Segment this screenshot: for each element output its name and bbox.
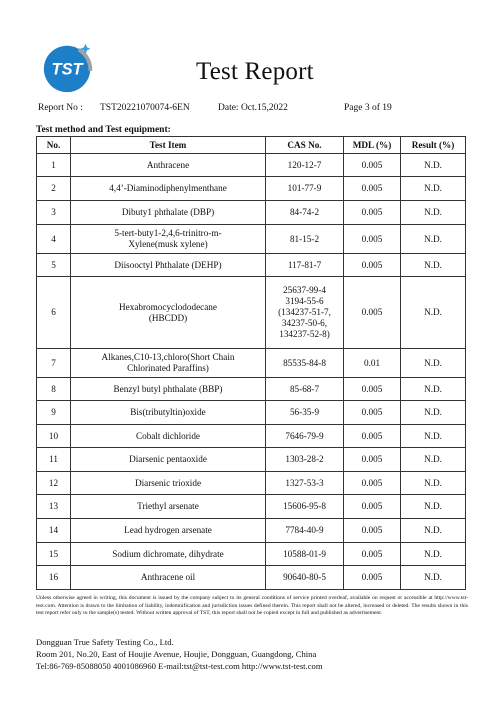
cell-result-text: N.D. (424, 572, 442, 582)
cell-no-text: 1 (51, 159, 56, 170)
cell-cas-no-text: 117-81-7 (287, 259, 322, 270)
cell-test-item (71, 225, 266, 254)
cell-cas-no-text: 81-15-2 (289, 233, 320, 244)
cell-test-item-text: Anthracene oil (140, 572, 196, 582)
cell-result (401, 201, 466, 225)
cell-cas-no (266, 519, 344, 543)
cell-mdl (344, 425, 401, 448)
cell-cas-no-text: 10588-01-9 (283, 548, 326, 559)
cell-mdl-text: 0.005 (361, 383, 383, 394)
cell-no (37, 472, 71, 495)
cell-no-text: 7 (51, 357, 56, 368)
cell-no (37, 566, 71, 590)
report-no-label: Report No : (38, 103, 83, 113)
cell-cas-no (266, 254, 344, 277)
logo-text: TST (51, 60, 83, 79)
cell-mdl (344, 519, 401, 543)
cell-mdl (344, 177, 401, 201)
cell-result (401, 154, 466, 177)
cell-test-item (71, 519, 266, 543)
cell-cas-no (266, 401, 344, 425)
table-row (37, 277, 466, 349)
cell-test-item-text: Hexabromocyclododecane (119, 301, 217, 312)
cell-result (401, 378, 466, 401)
cell-mdl (344, 154, 401, 177)
cell-cas-no (266, 543, 344, 566)
header-result: Result (%) (401, 137, 466, 154)
cell-mdl-text: 0.005 (361, 548, 383, 559)
cell-cas-no-text: 15606-95-8 (283, 501, 326, 511)
cell-result (401, 472, 466, 495)
cell-no-text: 14 (48, 525, 59, 535)
cell-cas-no-text: 7646-79-9 (285, 430, 324, 441)
cell-result (401, 543, 466, 566)
company-info (36, 636, 323, 672)
cell-mdl-text: 0.005 (361, 307, 383, 317)
cell-test-item-text: (HBCDD) (148, 312, 188, 323)
cell-mdl-text: 0.005 (361, 525, 383, 535)
table-row (37, 448, 466, 472)
cell-no (37, 543, 71, 566)
cell-test-item-text: Chlorinated Paraffins) (127, 363, 209, 373)
cell-result (401, 277, 466, 349)
cell-result (401, 495, 466, 519)
cell-mdl (344, 543, 401, 566)
cell-mdl-text: 0.005 (361, 477, 383, 488)
table-row (37, 225, 466, 254)
cell-mdl (344, 277, 401, 349)
cell-cas-no (266, 495, 344, 519)
cell-no-text: 6 (51, 307, 56, 317)
table-header-row (37, 137, 466, 154)
cell-result-text: N.D. (424, 430, 442, 441)
cell-cas-no-text: (134237-51-7, (278, 307, 331, 317)
cell-cas-no-text: 101-77-9 (287, 183, 322, 193)
table-row (37, 378, 466, 401)
cell-no-text: 15 (48, 548, 59, 559)
cell-result (401, 519, 466, 543)
cell-result-text: N.D. (424, 407, 442, 417)
cell-mdl (344, 495, 401, 519)
cell-result-text: N.D. (424, 259, 442, 270)
cell-mdl-text: 0.005 (361, 407, 383, 417)
cell-result-text: N.D. (424, 307, 442, 317)
header-cas-no: CAS No. (266, 137, 344, 154)
cell-mdl (344, 448, 401, 472)
table-row (37, 472, 466, 495)
cell-result (401, 566, 466, 590)
cell-no (37, 401, 71, 425)
table-row (37, 425, 466, 448)
cell-mdl-text: 0.005 (361, 207, 383, 217)
cell-no (37, 349, 71, 378)
cell-test-item-text: 4,4’-Diaminodiphenylmenthane (109, 183, 227, 193)
cell-cas-no-text: 84-74-2 (289, 207, 320, 217)
cell-test-item-text: Diisooctyl Phthalate (DEHP) (114, 259, 222, 270)
header-test-item: Test Item (71, 137, 266, 154)
cell-test-item-text: Diarsenic pentaoxide (129, 454, 207, 464)
cell-result-text: N.D. (424, 183, 442, 193)
disclaimer: Unless otherwise agreed in writing, this document is issued by the company subject to its general conditions of service printed overleaf, available on request or accessible at http://www.tst-test.com. Attention is drawn to the limitation of liability, indemnification and jurisdiction issues defined therein. This report shall not be altered, increased or deleted. The results shown in this test report refer only to the sample(s) tested. Without written approval of TST, this report shall not be copied except in full and published as advertisement. (36, 595, 468, 617)
cell-test-item-text: Triethyl arsenate (137, 501, 199, 511)
cell-test-item-text: Anthracene (146, 159, 190, 170)
cell-mdl-text: 0.005 (361, 501, 383, 511)
table-row (37, 519, 466, 543)
cell-cas-no (266, 448, 344, 472)
cell-no (37, 495, 71, 519)
cell-test-item-text: Benzyl butyl phthalate (BBP) (113, 383, 223, 394)
cell-result-text: N.D. (424, 548, 442, 559)
cell-result-text: N.D. (424, 383, 442, 394)
cell-no-text: 16 (48, 572, 59, 582)
cell-test-item (71, 543, 266, 566)
table-row (37, 154, 466, 177)
cell-test-item (71, 448, 266, 472)
section-title: Test method and Test equipment: (36, 125, 171, 135)
cell-no-text: 2 (51, 183, 56, 193)
cell-cas-no-text: 7784-40-9 (285, 525, 324, 535)
table-row (37, 495, 466, 519)
cell-mdl-text: 0.005 (361, 183, 383, 193)
cell-test-item-text: Cobalt dichloride (135, 430, 201, 441)
cell-mdl-text: 0.01 (363, 357, 381, 368)
cell-test-item (71, 566, 266, 590)
cell-test-item (71, 401, 266, 425)
cell-result (401, 401, 466, 425)
cell-cas-no (266, 378, 344, 401)
cell-no-text: 11 (49, 454, 58, 464)
cell-test-item (71, 378, 266, 401)
cell-cas-no (266, 425, 344, 448)
cell-result (401, 225, 466, 254)
cell-test-item (71, 277, 266, 349)
cell-cas-no (266, 349, 344, 378)
cell-result (401, 349, 466, 378)
cell-mdl (344, 401, 401, 425)
cell-mdl (344, 566, 401, 590)
cell-cas-no-text: 1303-28-2 (285, 454, 324, 464)
cell-test-item-text: Dibuty1 phthalate (DBP) (121, 207, 215, 217)
cell-no-text: 13 (48, 501, 59, 511)
cell-no (37, 254, 71, 277)
report-no: TST20221070074-6EN (100, 103, 190, 113)
cell-no (37, 448, 71, 472)
table-row (37, 566, 466, 590)
cell-test-item-text: Bis(tributyltin)oxide (130, 407, 206, 417)
cell-cas-no-text: 120-12-7 (287, 159, 322, 170)
cell-no (37, 378, 71, 401)
cell-cas-no (266, 472, 344, 495)
cell-no-text: 3 (51, 207, 56, 217)
cell-result (401, 425, 466, 448)
cell-no (37, 277, 71, 349)
cell-no-text: 10 (48, 430, 59, 441)
cell-result-text: N.D. (424, 525, 442, 535)
cell-result-text: N.D. (424, 233, 442, 244)
cell-cas-no (266, 566, 344, 590)
cell-mdl (344, 378, 401, 401)
cell-test-item (71, 154, 266, 177)
cell-test-item (71, 472, 266, 495)
cell-test-item (71, 495, 266, 519)
cell-mdl (344, 201, 401, 225)
cell-result-text: N.D. (424, 159, 442, 170)
cell-test-item (71, 349, 266, 378)
cell-result (401, 448, 466, 472)
cell-test-item-text: 5-tert-buty1-2,4,6-trinitro-m- (114, 228, 222, 238)
cell-no (37, 177, 71, 201)
cell-mdl (344, 472, 401, 495)
cell-no-text: 9 (51, 407, 56, 417)
cell-result-text: N.D. (424, 454, 442, 464)
cell-test-item (71, 254, 266, 277)
cell-no-text: 8 (51, 383, 56, 394)
cell-result-text: N.D. (424, 477, 442, 488)
cell-cas-no-text: 34237-50-6, (281, 318, 328, 328)
page-number: Page 3 of 19 (344, 103, 392, 113)
cell-cas-no-text: 56-35-9 (289, 407, 320, 417)
cell-result-text: N.D. (424, 357, 442, 368)
cell-cas-no-text: 85535-84-8 (283, 357, 326, 368)
cell-cas-no-text: 134237-52-8) (279, 329, 330, 339)
cell-cas-no (266, 225, 344, 254)
cell-result-text: N.D. (424, 501, 442, 511)
company-name: Dongguan True Safety Testing Co., Ltd. (36, 637, 174, 647)
cell-test-item-text: Xylene(musk xylene) (128, 239, 208, 249)
table-row (37, 401, 466, 425)
header-mdl: MDL (%) (344, 137, 401, 154)
cell-cas-no-text: 25637-99-4 (283, 285, 326, 295)
cell-no-text: 12 (48, 477, 59, 488)
cell-no (37, 519, 71, 543)
cell-mdl (344, 254, 401, 277)
cell-test-item (71, 177, 266, 201)
header-no: No. (37, 137, 71, 154)
cell-mdl-text: 0.005 (361, 454, 383, 464)
cell-test-item-text: Alkanes,C10-13,chloro(Short Chain (101, 352, 235, 362)
cell-mdl-text: 0.005 (361, 430, 383, 441)
page-title: Test Report (196, 58, 314, 85)
cell-test-item (71, 201, 266, 225)
cell-result (401, 177, 466, 201)
cell-no-text: 4 (51, 233, 56, 244)
tst-logo (40, 38, 98, 96)
cell-cas-no (266, 201, 344, 225)
cell-cas-no (266, 177, 344, 201)
cell-mdl-text: 0.005 (361, 233, 383, 244)
cell-test-item-text: Sodium dichromate, dihydrate (112, 548, 224, 559)
table-row (37, 349, 466, 378)
table-row (37, 543, 466, 566)
report-date: Date: Oct.15,2022 (218, 103, 288, 113)
cell-cas-no-text: 85-68-7 (289, 383, 320, 394)
cell-cas-no (266, 154, 344, 177)
cell-cas-no (266, 277, 344, 349)
company-address: Room 201, No.20, East of Houjie Avenue, Houjie, Dongguan, Guangdong, China (36, 649, 317, 659)
cell-test-item (71, 425, 266, 448)
cell-mdl (344, 349, 401, 378)
cell-no (37, 225, 71, 254)
cell-cas-no-text: 1327-53-3 (285, 477, 324, 488)
cell-cas-no-text: 3194-55-6 (285, 296, 324, 306)
results-table (36, 136, 466, 590)
cell-cas-no-text: 90640-80-5 (283, 572, 326, 582)
cell-mdl-text: 0.005 (361, 259, 383, 270)
cell-result-text: N.D. (424, 207, 442, 217)
company-contact: Tel:86-769-85088050 4001086960 E-mail:tst@tst-test.com http://www.tst-test.com (36, 661, 323, 671)
cell-test-item-text: Diarsenic trioxide (134, 477, 202, 488)
cell-test-item-text: Lead hydrogen arsenate (124, 525, 212, 535)
cell-no (37, 425, 71, 448)
cell-mdl (344, 225, 401, 254)
cell-no (37, 154, 71, 177)
table-row (37, 201, 466, 225)
table-row (37, 177, 466, 201)
table-row (37, 254, 466, 277)
cell-mdl-text: 0.005 (361, 572, 383, 582)
cell-no-text: 5 (51, 259, 56, 270)
cell-mdl-text: 0.005 (361, 159, 383, 170)
cell-no (37, 201, 71, 225)
cell-result (401, 254, 466, 277)
